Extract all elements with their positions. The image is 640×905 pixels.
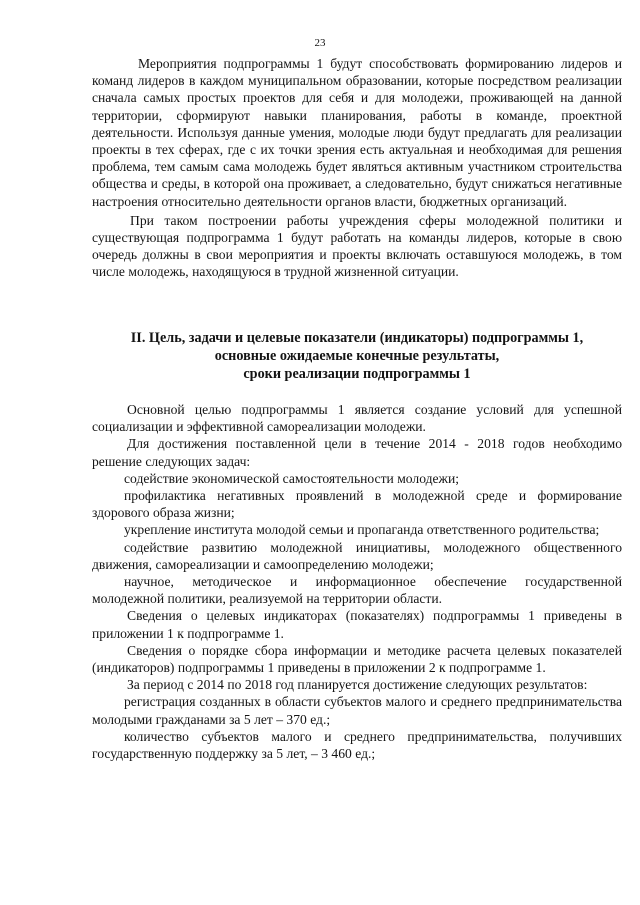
intro-paragraph: Мероприятия подпрограммы 1 будут способствовать формированию лидеров и команд лидеров в каждом муниципальном образовании, которые посредством реализации сначала самых простых проектов для себя и для молодежи, проживающей на данной территории, сформируют навыки планирования, работы в команде, проектной деятельности. Используя данные умения, молодые люди будут предлагать для реализации проекты в тех сферах, где с их точки зрения есть актуальная и необходимая для решения проблема, тем самым сама молодежь будет являться активным участником строительства общества и среды, в которой она проживает, а следовательно, будут снижаться негативные настроения относительно деятельности органов власти, бюджетных организаций. [92,56,622,209]
task-item: содействие экономической самостоятельности молодежи; [124,470,459,486]
task-item: научное, методическое и информационное обеспечение государственной молодежной политики, реализуемой на территории области. [92,574,622,607]
goal-paragraph: Основной целью подпрограммы 1 является создание условий для успешной социализации и эффективной самореализации молодежи. [92,402,622,435]
section-heading-line: сроки реализации подпрограммы 1 [243,366,471,382]
section-body [92,401,622,762]
task-item: профилактика негативных проявлений в молодежной среде и формирование здорового образа жизни; [92,488,622,521]
page-number: 23 [314,37,326,49]
intro-paragraph: При таком построении работы учреждения сферы молодежной политики и существующая подпрограмма 1 будут работать на команды лидеров, которые в свою очередь должны в свои мероприятия и проекты включать оставшуюся молодежь, в том числе молодежь, находящуюся в трудной жизненной ситуации. [92,212,622,280]
task-item: содействие развитию молодежной инициативы, молодежного общественного движения, самореализации и самоопределению молодежи; [92,539,622,572]
task-item: укрепление института молодой семьи и пропаганда ответственного родительства; [124,522,600,538]
result-item: количество субъектов малого и среднего предпринимательства, получивших государственную поддержку за 5 лет, – 3 460 ед.; [92,728,622,762]
intro-text [92,55,622,281]
section-heading-line: II. Цель, задачи и целевые показатели (индикаторы) подпрограммы 1, [130,330,584,346]
result-item: регистрация созданных в области субъектов малого и среднего предпринимательства молодыми гражданами за 5 лет – 370 ед.; [92,694,622,727]
indicators-note: Сведения о целевых индикаторах (показателях) подпрограммы 1 приведены в приложении 1 к подпрограмме 1. [92,608,622,641]
results-intro: За период с 2014 по 2018 год планируется достижение следующих результатов: [127,677,588,693]
section-heading-line: основные ожидаемые конечные результаты, [214,348,500,364]
tasks-intro: Для достижения поставленной цели в течение 2014 - 2018 годов необходимо решение следующих задач: [92,436,622,469]
methodology-note: Сведения о порядке сбора информации и методике расчета целевых показателей (индикаторов) подпрограммы 1 приведены в приложении 2 к подпрограмме 1. [92,642,622,676]
section-heading [92,329,622,383]
